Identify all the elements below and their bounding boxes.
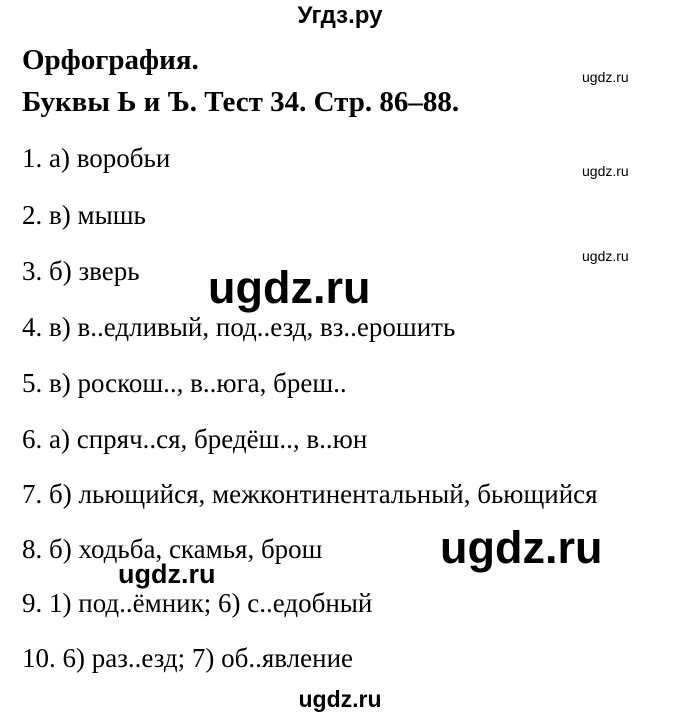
watermark-medium: ugdz.ru: [118, 559, 216, 589]
answer-10: 10. 6) раз..езд; 7) об..явление: [22, 643, 354, 673]
section-title: Орфография.: [22, 44, 199, 76]
answer-8: 8. б) ходьба, скамья, брош: [22, 534, 323, 564]
answer-7: 7. б) льющийся, межконтинентальный, бьющийся: [22, 479, 598, 509]
answer-2: 2. в) мышь: [22, 200, 146, 230]
watermark: ugdz.ru: [582, 69, 629, 85]
answer-9: 9. 1) под..ёмник; 6) с..едобный: [22, 588, 373, 618]
watermark: ugdz.ru: [582, 248, 629, 264]
answer-3: 3. б) зверь: [22, 256, 140, 286]
watermark-large: ugdz.ru: [208, 262, 371, 313]
answer-4: 4. в) в..едливый, под..езд, вз..ерошить: [22, 312, 456, 342]
footer-watermark: ugdz.ru: [298, 686, 382, 712]
watermark: ugdz.ru: [582, 163, 629, 179]
site-header: Угдз.ру: [297, 2, 383, 29]
answer-1: 1. а) воробьи: [22, 143, 171, 173]
watermark-large: ugdz.ru: [440, 522, 603, 573]
answer-6: 6. а) спряч..ся, бредёш.., в..юн: [22, 424, 368, 454]
test-title: Буквы Ь и Ъ. Тест 34. Стр. 86–88.: [22, 86, 460, 118]
answer-5: 5. в) роскош.., в..юга, бреш..: [22, 368, 347, 398]
